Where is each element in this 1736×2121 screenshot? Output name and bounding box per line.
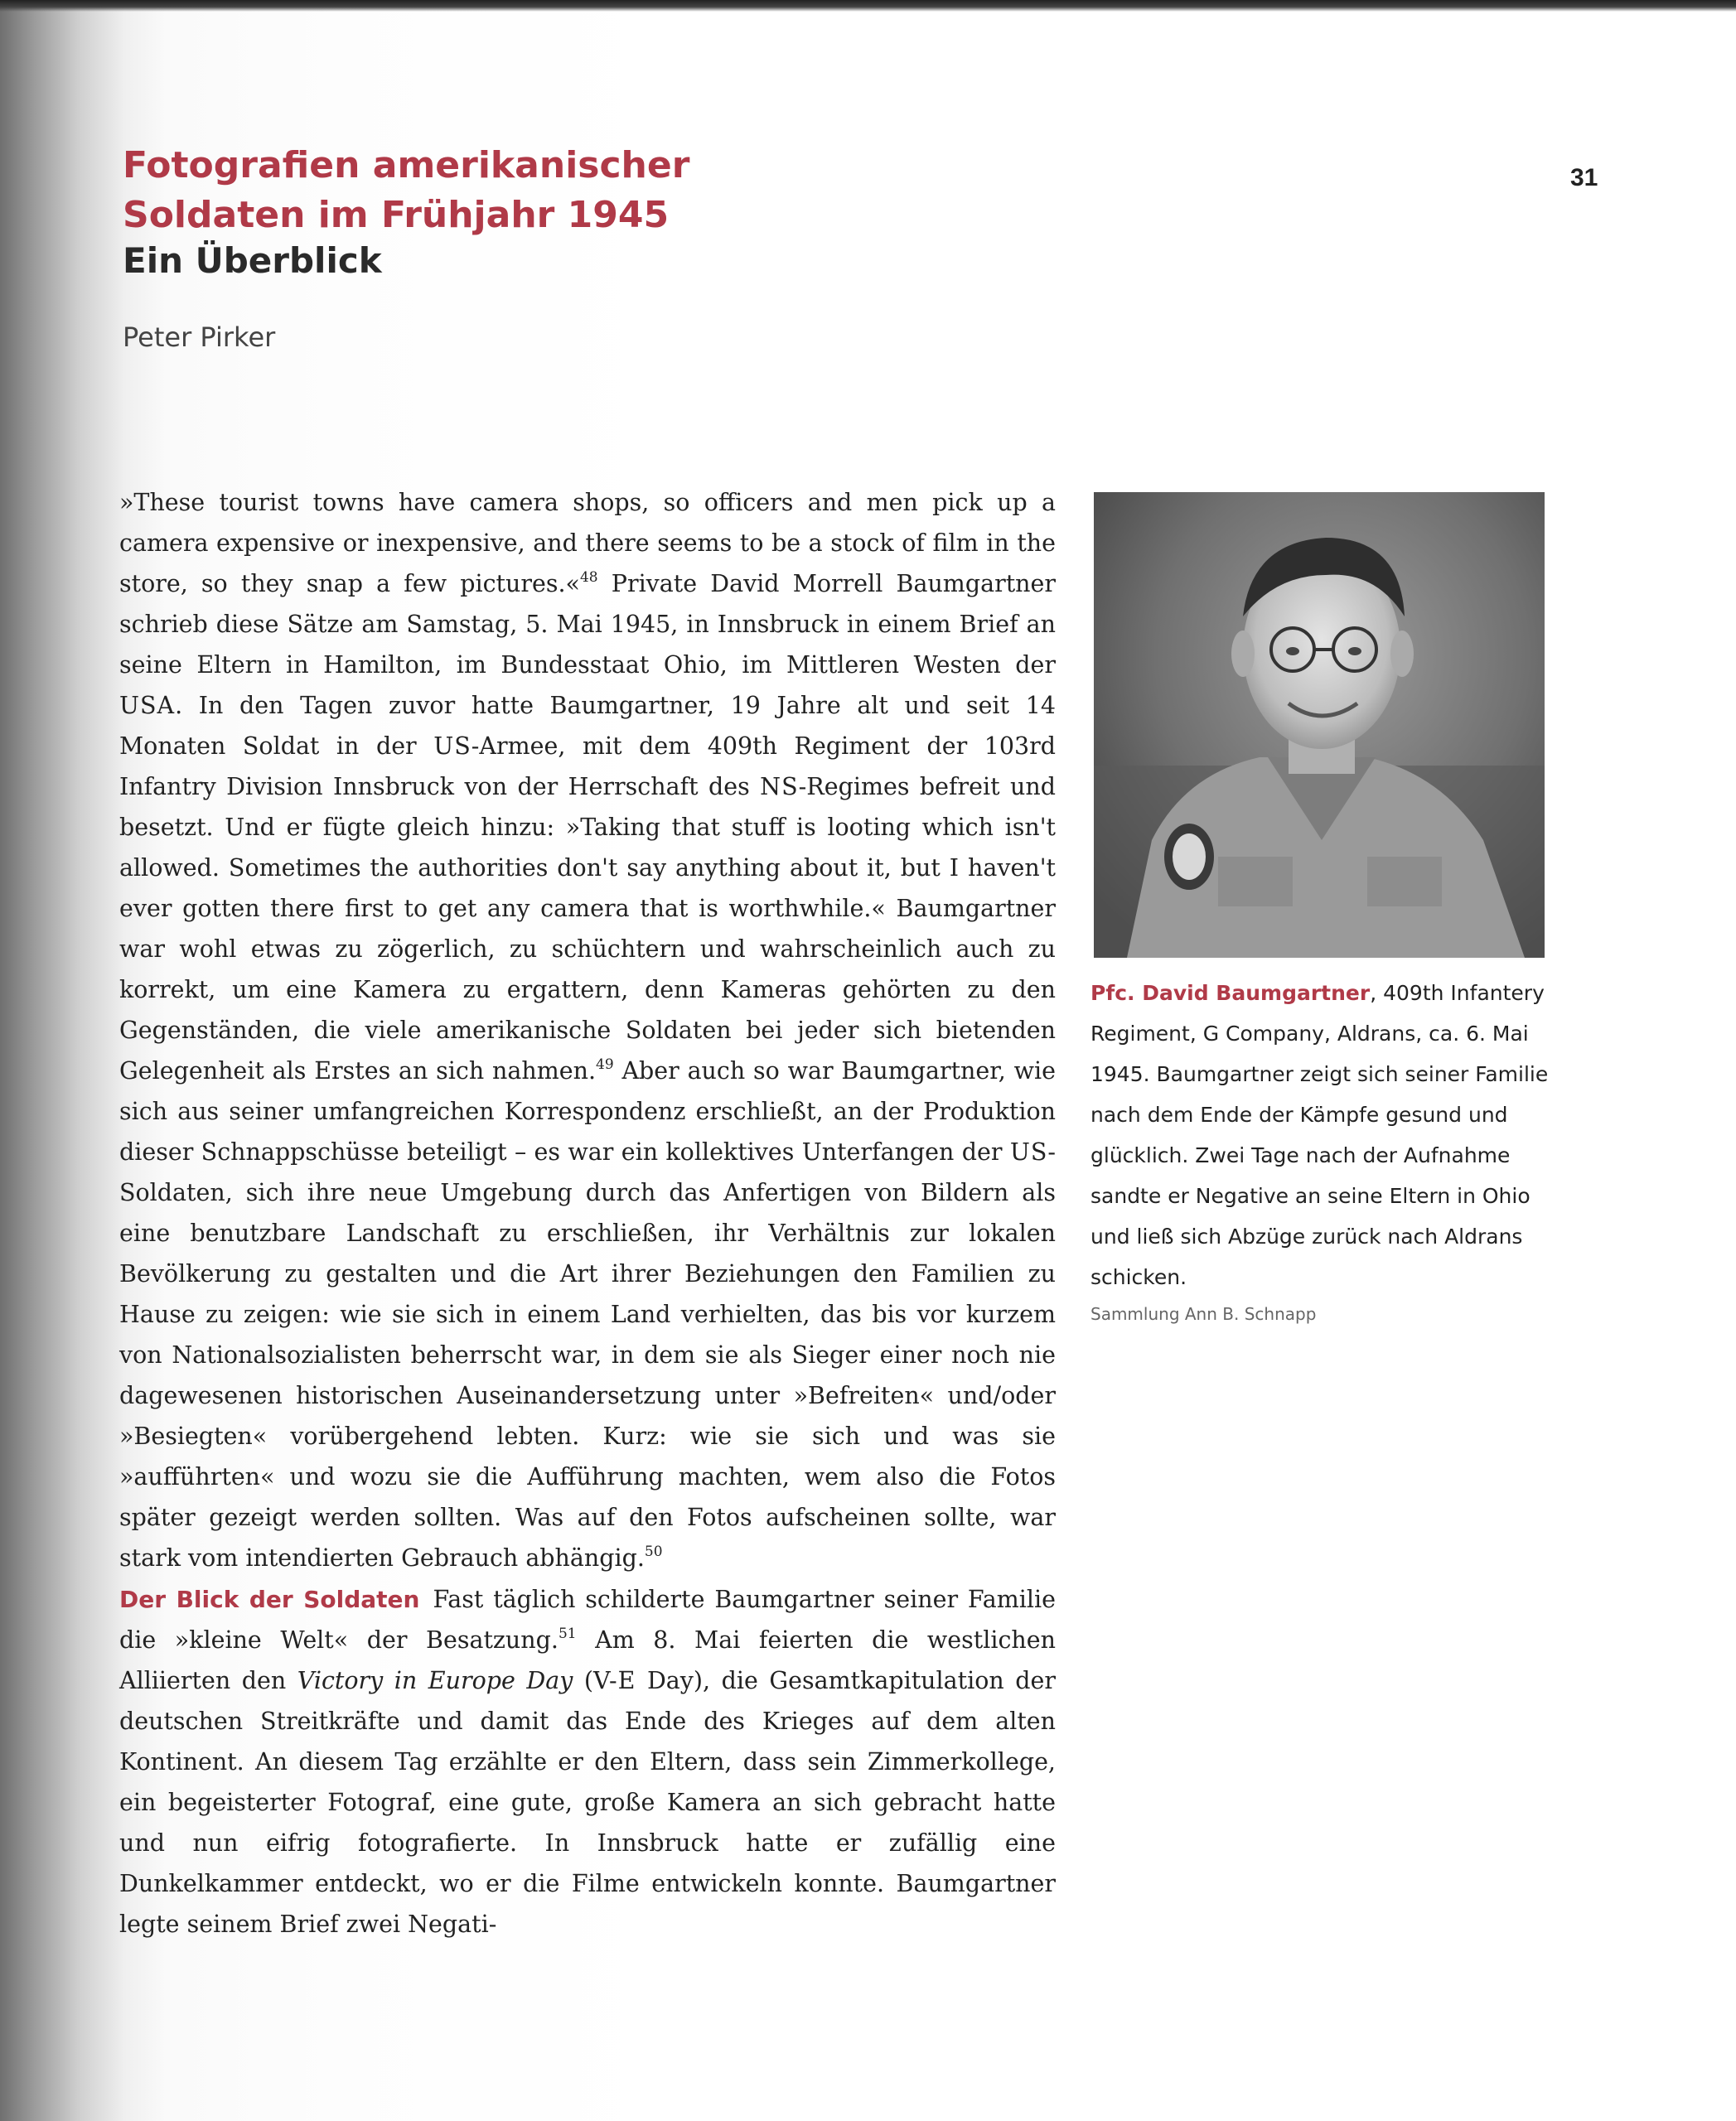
text-run: -Soldaten, sich ihre neue Umgebung durch das Anfertigen von Bildern als eine benutzbare Landschaft zu erschließen, ihr Verhältnis zur lokalen Bevölkerung zu gestalten und die Art ihrer Beziehungen den Familien zu Hause zu zeigen: wie sie sich in einem Land verhielten, das bis vor kurzem von Nationalsozialisten beherrscht war, in dem sie als Sieger einer noch nie dagewesenen historischen Auseinandersetzung unter »Befreiten« und/oder »Besiegten« vorübergehend lebten. Kurz: wie sie sich und was sie »aufführten« und wozu sie die Aufführung machten, wem also die Fotos später gezeigt werden sollten. Was auf den Fotos aufscheinen sollte, war stark vom intendierten Gebrauch abhängig. xyxy=(119,1138,1056,1572)
photo-credit: Sammlung Ann B. Schnapp xyxy=(1090,1304,1317,1324)
text-run: Private David Morrell Baumgartner schrieb diese Sätze am Samstag, 5. Mai 1945, in Innsbruck in einem Brief an seine Eltern in Hamilton, im Bundesstaat Ohio, im Mittleren Westen der xyxy=(119,570,1056,679)
footnote-ref: 51 xyxy=(558,1626,577,1642)
caption-name: Pfc. David Baumgartner xyxy=(1090,981,1371,1005)
footnote-ref: 50 xyxy=(644,1544,663,1560)
photo-caption xyxy=(1090,973,1555,1297)
abbrev-ns: NS xyxy=(760,773,799,800)
text-run: . In den Tagen zuvor hatte Baumgartner, 19 Jahre alt und seit 14 Monaten Soldat in der xyxy=(119,692,1056,760)
text-run: Aber auch so war Baumgartner, wie sich aus seiner umfangreichen Korrespondenz erschließt, an der Produktion dieser Schnappschüsse beteiligt – es war ein kollektives Unterfangen der xyxy=(119,1057,1057,1166)
chapter-title xyxy=(123,141,1034,240)
abbrev-us: US xyxy=(1009,1138,1048,1166)
abbrev-us: US xyxy=(433,732,471,760)
chapter-title-line-2: Soldaten im Frühjahr 1945 xyxy=(123,194,670,236)
text-run: Am 8. Mai feierten die westlichen Alliierten den xyxy=(119,1626,1056,1694)
author-name: Peter Pirker xyxy=(123,321,276,353)
page-number: 31 xyxy=(1570,164,1598,191)
text-run: »These tourist towns have camera shops, so officers and men pick up a camera expensive or inexpensive, and there seems to be a stock of film in the store, so they snap a few pictures.« xyxy=(119,489,1056,597)
section-heading: Der Blick der Soldaten xyxy=(119,1586,420,1613)
text-run: ( xyxy=(573,1667,593,1694)
portrait-illustration xyxy=(1094,492,1545,958)
footnote-ref: 48 xyxy=(579,569,598,586)
body-paragraph-2 xyxy=(119,1579,1056,1945)
soldier-portrait-photo xyxy=(1094,492,1545,958)
text-run: -Armee, mit dem 409th Regiment der 103rd Infantry Division Innsbruck von der Herrschaft des xyxy=(119,732,1057,800)
text-run: -Regimes befreit und besetzt. Und er fügte gleich hinzu: »Taking that stuff is looting which isn't allowed. Sometimes the authorities don't say anything about it, but I haven't ever gotten there first to get any camera that is worthwhile.« Baumgartner war wohl etwas zu zögerlich, zu schüchtern und wahrscheinlich auch zu korrekt, um eine Kamera zu ergattern, denn Kameras gehörten zu den Gegenständen, die viele amerikanische Soldaten bei jeder sich bietenden Gelegenheit als Erstes an sich nahmen. xyxy=(119,773,1056,1085)
text-run: Fast täglich schilderte Baumgartner seiner Familie die »kleine Welt« der Besatzung. xyxy=(119,1586,1056,1654)
caption-text: , 409th Infantery Regiment, G Company, Aldrans, ca. 6. Mai 1945. Baumgartner zeigt sich seiner Familie nach dem Ende der Kämpfe gesund und glücklich. Zwei Tage nach der Aufnahme sandte er Negative an seine Eltern in Ohio und ließ sich Abzüge zurück nach Aldrans schicken. xyxy=(1090,981,1549,1289)
abbrev-ve: V-E xyxy=(593,1667,636,1694)
body-paragraph-1 xyxy=(119,482,1056,1578)
footnote-ref: 49 xyxy=(596,1056,614,1073)
abbrev-usa: USA xyxy=(119,692,176,719)
page-top-edge xyxy=(0,0,1736,12)
chapter-title-line-1: Fotografien amerikanischer xyxy=(123,144,690,186)
italic-term: Victory in Europe Day xyxy=(297,1667,573,1694)
chapter-subtitle: Ein Überblick xyxy=(123,240,382,281)
text-run: Day), die Gesamtkapitulation der deutschen Streitkräfte und damit das Ende des Krieges auf dem alten Kontinent. An diesem Tag erzählte er den Eltern, dass sein Zimmerkollege, ein begeisterter Fotograf, eine gute, große Kamera an sich gebracht hatte und nun eifrig fotografierte. In Innsbruck hatte er zufällig eine Dunkelkammer entdeckt, wo er die Filme entwickeln konnte. Baumgartner legte seinem Brief zwei Negati- xyxy=(119,1667,1056,1938)
